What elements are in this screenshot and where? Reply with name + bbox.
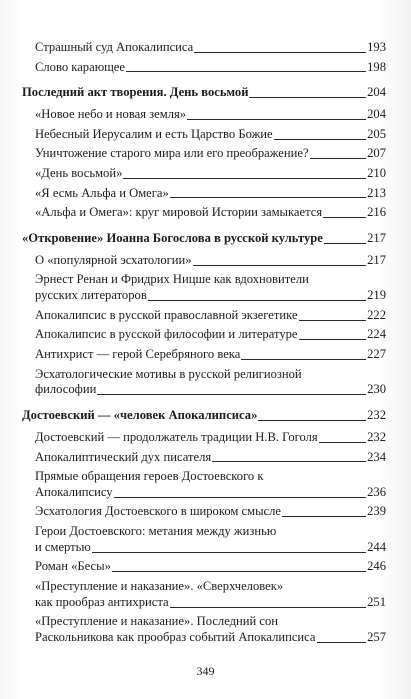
- dot-leader: [194, 52, 366, 53]
- section-page-number: 217: [367, 230, 386, 245]
- toc-entry[interactable]: [22, 347, 386, 363]
- entry-page-number: 216: [367, 205, 386, 220]
- entry-title: «Новое небо и новая земля»: [35, 107, 187, 122]
- toc-entry[interactable]: [22, 308, 386, 324]
- toc-entry[interactable]: [22, 60, 386, 76]
- entry-page-number: 222: [367, 307, 386, 322]
- dot-leader: [212, 461, 366, 462]
- entry-title: Антихрист — герой Серебряного века: [35, 346, 241, 361]
- entry-title-line1: Прямые обращения героев Достоевского к: [35, 469, 264, 484]
- toc-entry[interactable]: [22, 146, 386, 162]
- table-of-contents: [22, 40, 386, 650]
- section-title: «Откровение» Иоанна Богослова в русской культуре: [22, 230, 323, 245]
- dot-leader: [324, 243, 366, 244]
- dot-leader: [187, 119, 366, 120]
- toc-entry[interactable]: [22, 450, 386, 466]
- entry-page-number: 257: [367, 630, 386, 645]
- entry-title-line1: «Преступление и наказание». Последний сон: [35, 614, 279, 629]
- entry-page-number: 234: [367, 449, 386, 464]
- entry-title: Роман «Бесы»: [35, 559, 111, 574]
- entry-page-number: 198: [367, 59, 386, 74]
- entry-page-number: 246: [367, 559, 386, 574]
- section-page-number: 204: [367, 85, 386, 100]
- section-title: Достоевский — «человек Апокалипсиса»: [22, 408, 258, 423]
- dot-leader: [148, 300, 366, 301]
- entry-title: Апокалипсис в русской православной экзегетике: [35, 307, 298, 322]
- entry-title: Достоевский — продолжатель традиции Н.В. Гоголя: [35, 429, 318, 444]
- entry-page-number: 205: [367, 126, 386, 141]
- entry-page-number: 230: [367, 382, 386, 397]
- entry-page-number: 236: [367, 484, 386, 499]
- toc-entry[interactable]: [22, 327, 386, 343]
- dot-leader: [97, 394, 366, 395]
- entry-title: «День восьмой»: [35, 165, 123, 180]
- toc-entry[interactable]: [22, 504, 386, 520]
- entry-page-number: 227: [367, 346, 386, 361]
- entry-title-line1: Эсхатологические мотивы в русской религиозной: [35, 366, 302, 381]
- toc-entry[interactable]: [22, 205, 386, 221]
- entry-title-line1: «Преступление и наказание». «Сверхчеловек»: [35, 579, 284, 594]
- dot-leader: [112, 571, 366, 572]
- dot-leader: [258, 420, 366, 421]
- dot-leader: [241, 359, 366, 360]
- dot-leader: [114, 497, 367, 498]
- dot-leader: [92, 552, 366, 553]
- entry-title: Апокалипсису: [35, 484, 113, 499]
- entry-page-number: 217: [367, 252, 386, 267]
- entry-title: философии: [35, 382, 97, 397]
- toc-entry[interactable]: [22, 40, 386, 56]
- toc-entry[interactable]: [22, 430, 386, 446]
- toc-section-heading[interactable]: [22, 408, 386, 424]
- entry-page-number: 219: [367, 288, 386, 303]
- toc-entry-multiline[interactable]: [22, 469, 386, 501]
- entry-title: Апокалипсис в русской философии и литературе: [35, 327, 298, 342]
- dot-leader: [170, 607, 367, 608]
- dot-leader: [193, 265, 367, 266]
- entry-title: русских литераторов: [35, 288, 147, 303]
- entry-title: Эсхатология Достоевского в широком смысле: [35, 504, 281, 519]
- toc-entry[interactable]: [22, 107, 386, 123]
- entry-title: и смертью: [35, 539, 91, 554]
- entry-title: О «популярной эсхатологии»: [35, 252, 192, 267]
- toc-entry[interactable]: [22, 166, 386, 182]
- toc-entry-multiline[interactable]: [22, 524, 386, 556]
- entry-page-number: 213: [367, 185, 386, 200]
- toc-entry[interactable]: [22, 559, 386, 575]
- entry-page-number: 193: [367, 40, 386, 54]
- entry-page-number: 224: [367, 327, 386, 342]
- toc-entry-multiline[interactable]: [22, 272, 386, 304]
- toc-entry[interactable]: [22, 253, 386, 269]
- entry-page-number: 232: [367, 429, 386, 444]
- entry-title: «Альфа и Омега»: круг мировой Истории замыкается: [35, 205, 323, 220]
- dot-leader: [123, 178, 366, 179]
- toc-entry-multiline[interactable]: [22, 579, 386, 611]
- toc-section-heading[interactable]: [22, 231, 386, 247]
- dot-leader: [317, 642, 367, 643]
- entry-page-number: 207: [367, 146, 386, 161]
- dot-leader: [323, 217, 366, 218]
- dot-leader: [319, 442, 366, 443]
- entry-page-number: 210: [367, 165, 386, 180]
- toc-entry[interactable]: [22, 186, 386, 202]
- entry-page-number: 244: [367, 539, 386, 554]
- page-number-footer: 349: [196, 664, 215, 678]
- dot-leader: [249, 97, 366, 98]
- entry-title: Апокалиптический дух писателя: [35, 449, 212, 464]
- dot-leader: [299, 339, 367, 340]
- dot-leader: [310, 158, 367, 159]
- entry-title: Слово карающее: [35, 59, 125, 74]
- entry-title: как прообраз антихриста: [35, 594, 169, 609]
- dot-leader: [274, 139, 367, 140]
- dot-leader: [126, 71, 366, 72]
- entry-title: Раскольникова как прообраз событий Апокалипсиса: [35, 630, 316, 645]
- entry-title: «Я есмь Альфа и Омега»: [35, 185, 169, 200]
- entry-page-number: 204: [367, 107, 386, 122]
- section-title: Последний акт творения. День восьмой: [22, 85, 249, 100]
- toc-entry[interactable]: [22, 127, 386, 143]
- dot-leader: [299, 320, 367, 321]
- dot-leader: [170, 197, 366, 198]
- entry-page-number: 239: [367, 504, 386, 519]
- entry-page-number: 251: [367, 594, 386, 609]
- entry-title: Страшный суд Апокалипсиса: [35, 40, 194, 54]
- entry-title: Небесный Иерусалим и есть Царство Божие: [35, 126, 273, 141]
- entry-title: Уничтожение старого мира или его преображение?: [35, 146, 309, 161]
- entry-title-line1: Эрнест Ренан и Фридрих Ницше как вдохновители: [35, 272, 309, 287]
- dot-leader: [282, 516, 366, 517]
- section-page-number: 232: [367, 408, 386, 423]
- toc-entry-multiline[interactable]: [22, 367, 386, 399]
- toc-entry-multiline[interactable]: [22, 614, 386, 646]
- entry-title-line1: Герои Достоевского: метания между жизнью: [35, 524, 277, 539]
- toc-section-heading[interactable]: [22, 85, 386, 101]
